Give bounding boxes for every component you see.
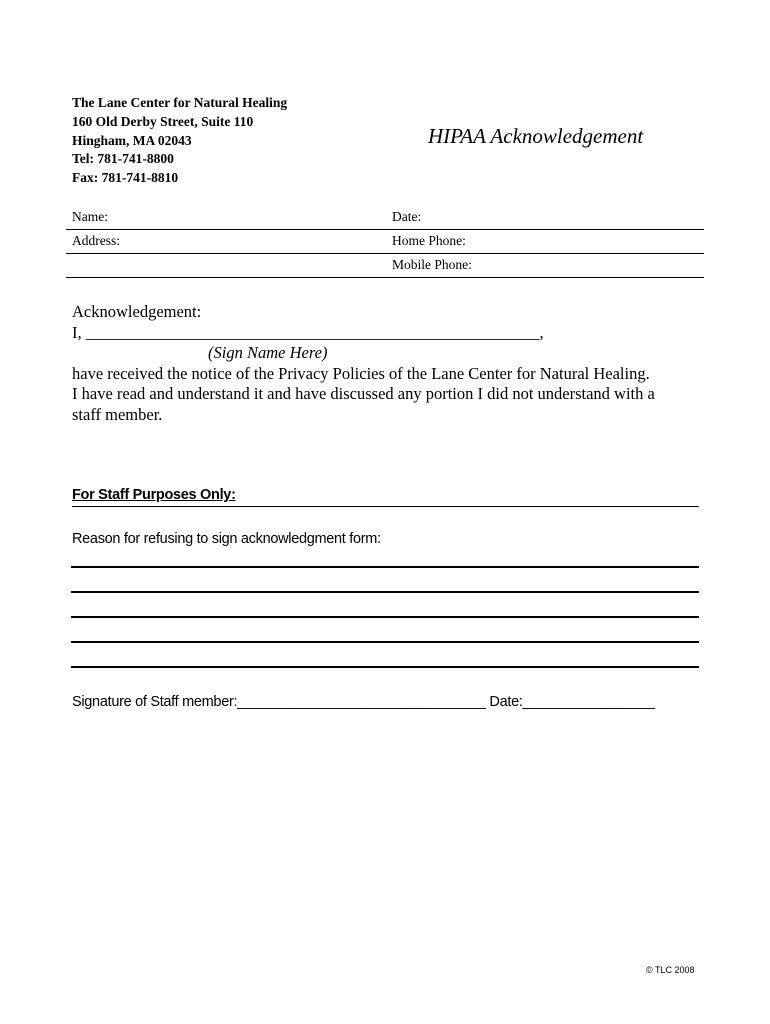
- organization-street: 160 Old Derby Street, Suite 110: [72, 113, 254, 129]
- acknowledgement-heading: Acknowledgement:: [72, 302, 202, 321]
- acknowledgement-text-line-2: I have read and understand it and have discussed any portion I did not understand with a: [72, 384, 655, 403]
- refusal-reason-line-4: [71, 641, 699, 643]
- copyright-footer: © TLC 2008: [646, 965, 695, 975]
- sign-name-hint: (Sign Name Here): [208, 343, 328, 362]
- date-field-label: Date:: [392, 209, 422, 224]
- organization-address-block: [72, 94, 287, 188]
- name-field-label: Name:: [72, 209, 108, 224]
- organization-name: The Lane Center for Natural Healing: [72, 95, 288, 110]
- form-title: HIPAA Acknowledgement: [428, 124, 644, 148]
- refusal-reason-line-3: [71, 616, 699, 618]
- organization-fax: Fax: 781-741-8810: [72, 170, 179, 186]
- mobile-phone-field-label: Mobile Phone:: [392, 257, 472, 272]
- acknowledgement-text-line-1: have received the notice of the Privacy Policies of the Lane Center for Natural Healing.: [72, 363, 650, 383]
- staff-section-heading: For Staff Purposes Only:: [72, 487, 699, 507]
- signature-line: I, _______________________________________________________,: [72, 322, 544, 342]
- refusal-reason-line-2: [71, 591, 699, 593]
- staff-signature-line: Signature of Staff member:________________________________ Date:_________________: [72, 694, 655, 710]
- address-field-label: Address:: [72, 233, 120, 248]
- mobile-phone-row: [66, 253, 704, 278]
- organization-tel: Tel: 781-741-8800: [72, 151, 174, 167]
- refusal-reason-line-1: [71, 566, 699, 568]
- refusal-reason-line-5: [71, 666, 699, 668]
- name-date-row: [66, 205, 704, 230]
- acknowledgement-block: [72, 302, 712, 425]
- address-phone-row: [66, 229, 704, 254]
- organization-city: Hingham, MA 02043: [72, 132, 192, 148]
- acknowledgement-text-line-3: staff member.: [72, 404, 163, 424]
- refusal-reason-label: Reason for refusing to sign acknowledgment form:: [72, 531, 381, 547]
- home-phone-field-label: Home Phone:: [392, 233, 466, 248]
